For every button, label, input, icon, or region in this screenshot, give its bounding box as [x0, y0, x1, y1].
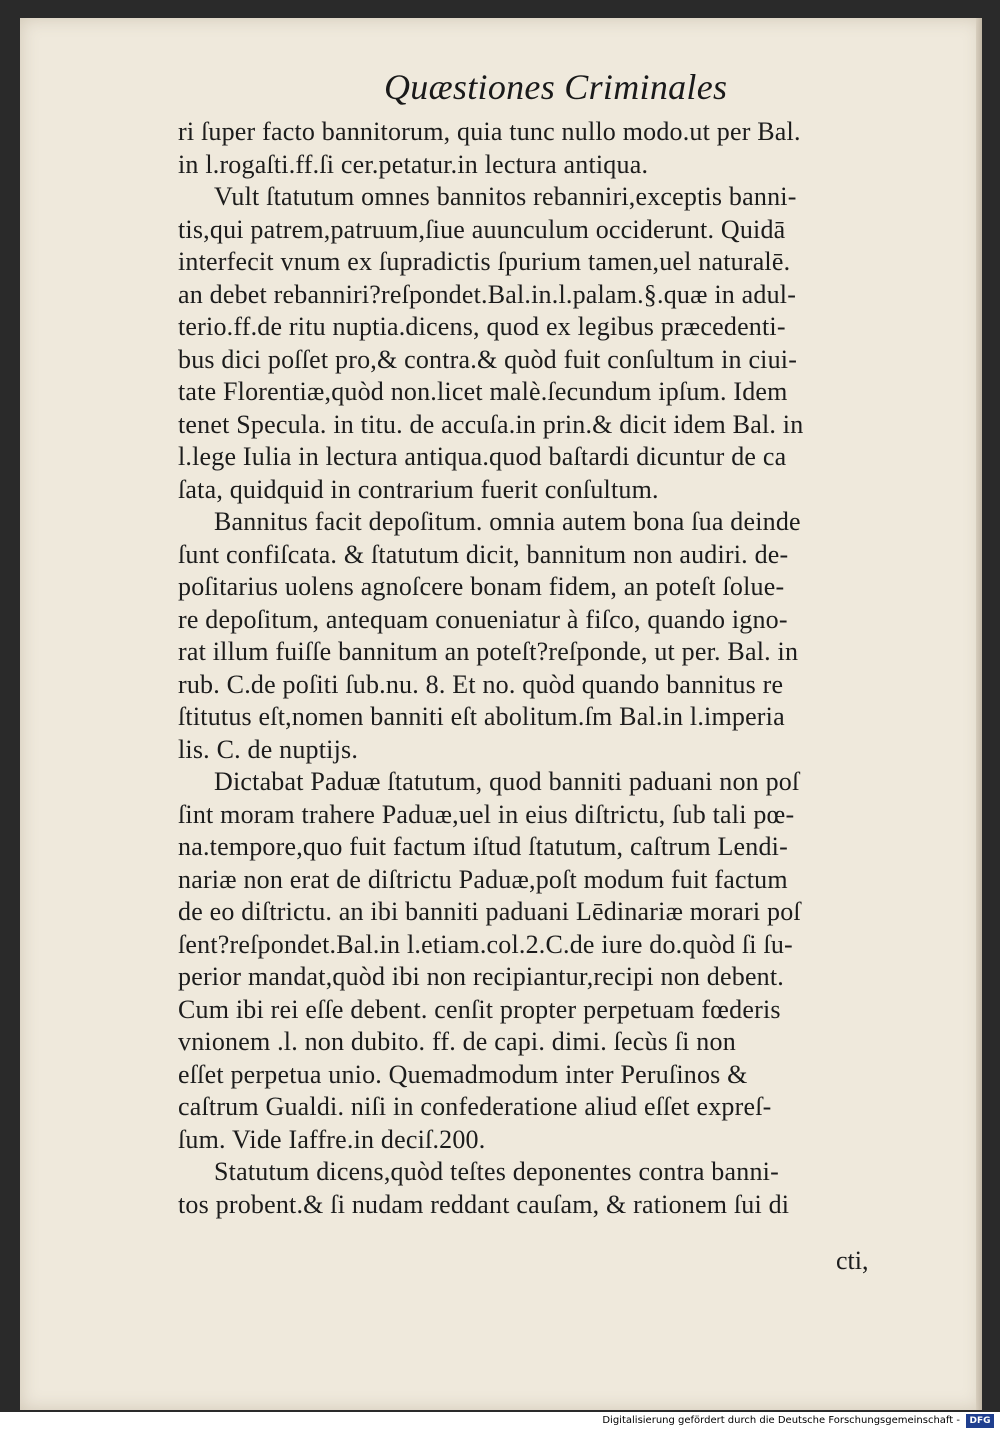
text-line: ſunt confiſcata. & ſtatutum dicit, bannitum non audiri. de- — [178, 539, 789, 569]
text-line: re depoſitum, antequam conueniatur à fiſco, quando igno- — [178, 604, 788, 634]
page-body-text — [178, 116, 930, 1221]
text-line: l.lege Iulia in lectura antiqua.quod baſtardi dicuntur de ca — [178, 442, 787, 471]
text-line: ſtitutus eſt,nomen banniti eſt abolitum.ſm Bal.in l.imperia — [178, 702, 785, 731]
text-line: terio.ff.de ritu nuptia.dicens, quod ex legibus præcedenti- — [178, 312, 786, 341]
text-line: interfecit vnum ex ſupradictis ſpurium tamen,uel naturalē. — [178, 247, 791, 276]
text-line: nariæ non erat de diſtrictu Paduæ,poſt modum fuit factum — [178, 864, 788, 894]
text-line: Dictabat Paduæ ſtatutum, quod banniti paduani non poſ — [214, 767, 800, 796]
text-line: ſum. Vide Iaffre.in deciſ.200. — [178, 1124, 486, 1154]
text-line: in l.rogaſti.ff.ſi cer.petatur.in lectura antiqua. — [178, 149, 649, 179]
text-line: Bannitus facit depoſitum. omnia autem bona ſua deinde — [214, 507, 801, 536]
page-edge — [976, 18, 982, 1410]
text-line: tos probent.& ſi nudam reddant cauſam, & rationem ſui di — [178, 1189, 790, 1219]
dfg-logo: DFG — [966, 1414, 994, 1428]
text-line: rub. C.de poſiti ſub.nu. 8. Et no. quòd quando bannitus re — [178, 669, 784, 699]
text-line: tate Florentiæ,quòd non.licet malè.ſecundum ipſum. Idem — [178, 377, 788, 406]
text-line: caſtrum Gualdi. niſi in confederatione aliud eſſet expreſ- — [178, 1092, 772, 1121]
footer-credit: Digitalisierung gefördert durch die Deutsche Forschungsgemeinschaft - — [602, 1415, 960, 1426]
text-line: bus dici poſſet pro,& contra.& quòd fuit conſultum in ciui- — [178, 344, 798, 374]
text-line: Statutum dicens,quòd teſtes deponentes contra banni- — [214, 1157, 779, 1186]
text-line: ri ſuper facto bannitorum, quia tunc nullo modo.ut per Bal. — [178, 117, 801, 146]
text-line: an debet rebanniri?reſpondet.Bal.in.l.palam.§.quæ in adul- — [178, 279, 797, 309]
text-line: Cum ibi rei eſſe debent. cenſit propter perpetuam fœderis — [178, 994, 781, 1024]
text-line: vnionem .l. non dubito. ff. de capi. dimi. ſecùs ſi non — [178, 1027, 736, 1056]
text-line: ſata, quidquid in contrarium fuerit conſultum. — [178, 474, 659, 504]
catchword: cti, — [836, 1246, 869, 1275]
text-line: perior mandat,quòd ibi non recipiantur,recipi non debent. — [178, 962, 785, 991]
text-line: tenet Specula. in titu. de accuſa.in prin.& dicit idem Bal. in — [178, 409, 804, 439]
text-line: poſitarius uolens agnoſcere bonam fidem, an poteſt ſolue- — [178, 572, 785, 601]
text-line: de eo diſtrictu. an ibi banniti paduani Lēdinariæ morari poſ — [178, 897, 801, 926]
text-line: na.tempore,quo fuit factum iſtud ſtatutum, caſtrum Lendi- — [178, 832, 788, 861]
text-line: ſint moram trahere Paduæ,uel in eius diſtrictu, ſub tali pœ- — [178, 799, 795, 829]
digitization-footer — [0, 1412, 1000, 1432]
running-head: Quæstiones Criminales — [384, 67, 728, 107]
text-line: Vult ſtatutum omnes bannitos rebanniri,exceptis banni- — [214, 182, 797, 211]
text-line: eſſet perpetua unio. Quemadmodum inter Peruſinos & — [178, 1059, 748, 1089]
text-line: rat illum fuiſſe bannitum an poteſt?reſponde, ut per. Bal. in — [178, 637, 799, 666]
text-line: ſent?reſpondet.Bal.in l.etiam.col.2.C.de iure do.quòd ſi ſu- — [178, 929, 793, 959]
text-line: tis,qui patrem,patruum,ſiue auunculum occiderunt. Quidā — [178, 214, 786, 244]
text-line: lis. C. de nuptijs. — [178, 734, 359, 764]
